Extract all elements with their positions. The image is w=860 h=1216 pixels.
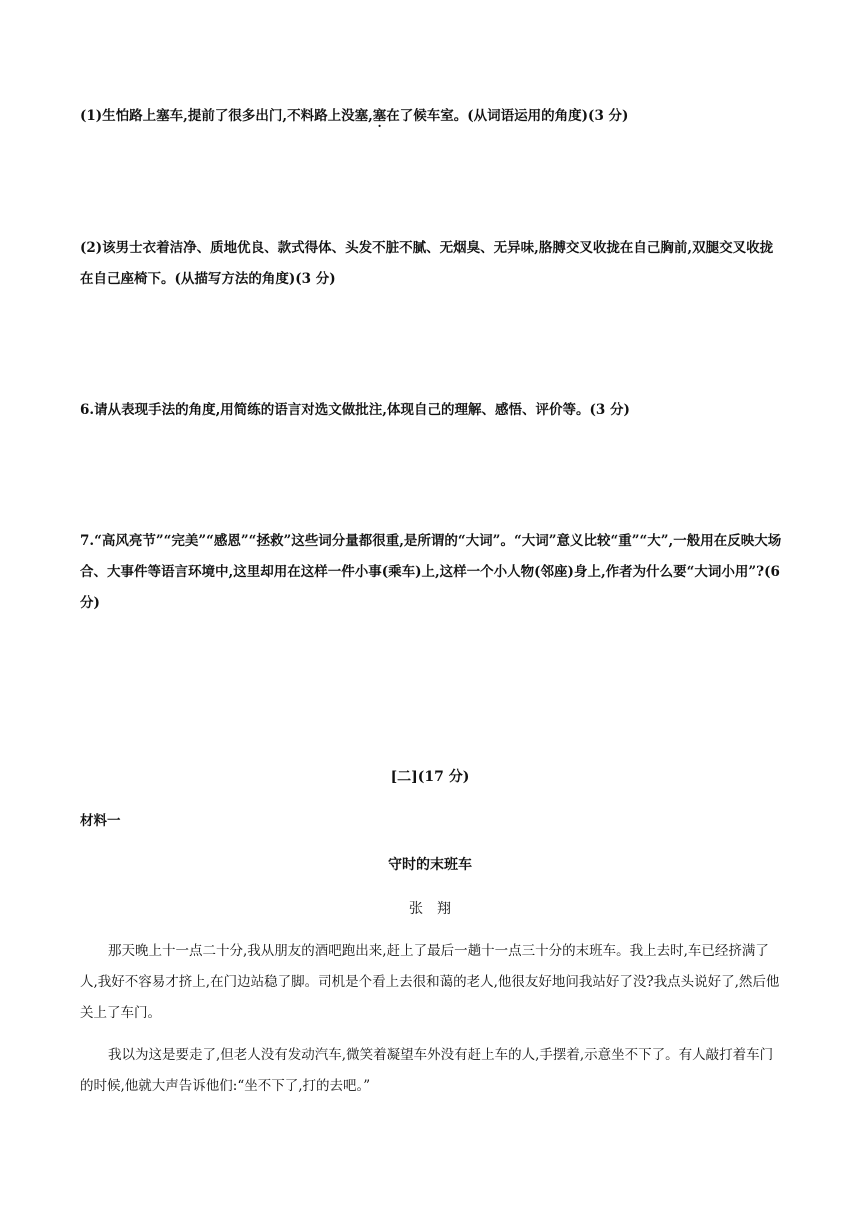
- article-author: 张 翔: [409, 901, 451, 917]
- question-1-text-before: (1)生怕路上塞车,提前了很多出门,不料路上没塞,: [80, 108, 373, 124]
- section-header: [二](17 分): [390, 769, 470, 785]
- question-1: [80, 101, 786, 132]
- question-1-text-after: 在了候车室。(从词语运用的角度)(3 分): [386, 108, 629, 124]
- article-title: 守时的末班车: [388, 857, 472, 873]
- material-label: 材料一: [80, 813, 121, 829]
- article-paragraph-1: 那天晚上十一点二十分,我从朋友的酒吧跑出来,赶上了最后一趟十一点三十分的末班车。我上去时,车已经挤满了人,我好不容易才挤上,在门边站稳了脚。司机是个看上去很和蔼的老人,他很友好地问我站好了没?我点头说好了,然后他关上了车门。: [80, 943, 780, 1021]
- question-1-emphasis-char: 塞: [372, 108, 387, 124]
- question-6: 6.请从表现手法的角度,用简练的语言对选文做批注,体现自己的理解、感悟、评价等。(3 分): [80, 402, 630, 418]
- article-paragraph-2: 我以为这是要走了,但老人没有发动汽车,微笑着凝望车外没有赶上车的人,手摆着,示意坐不下了。有人敲打着车门的时候,他就大声告诉他们:“坐不下了,打的去吧。”: [80, 1047, 774, 1094]
- question-2: (2)该男士衣着洁净、质地优良、款式得体、头发不脏不腻、无烟臭、无异味,胳膊交叉收拢在自己胸前,双腿交叉收拢在自己座椅下。(从描写方法的角度)(3 分): [80, 240, 774, 287]
- question-7: 7.“高风亮节”“完美”“感恩”“拯救”这些词分量都很重,是所谓的“大词”。“大词”意义比较“重”“大”,一般用在反映大场合、大事件等语言环境中,这里却用在这样一件小事(乘车)上,这样一个小人物(邻座)身上,作者为什么要“大词小用”?(6 分): [80, 533, 782, 611]
